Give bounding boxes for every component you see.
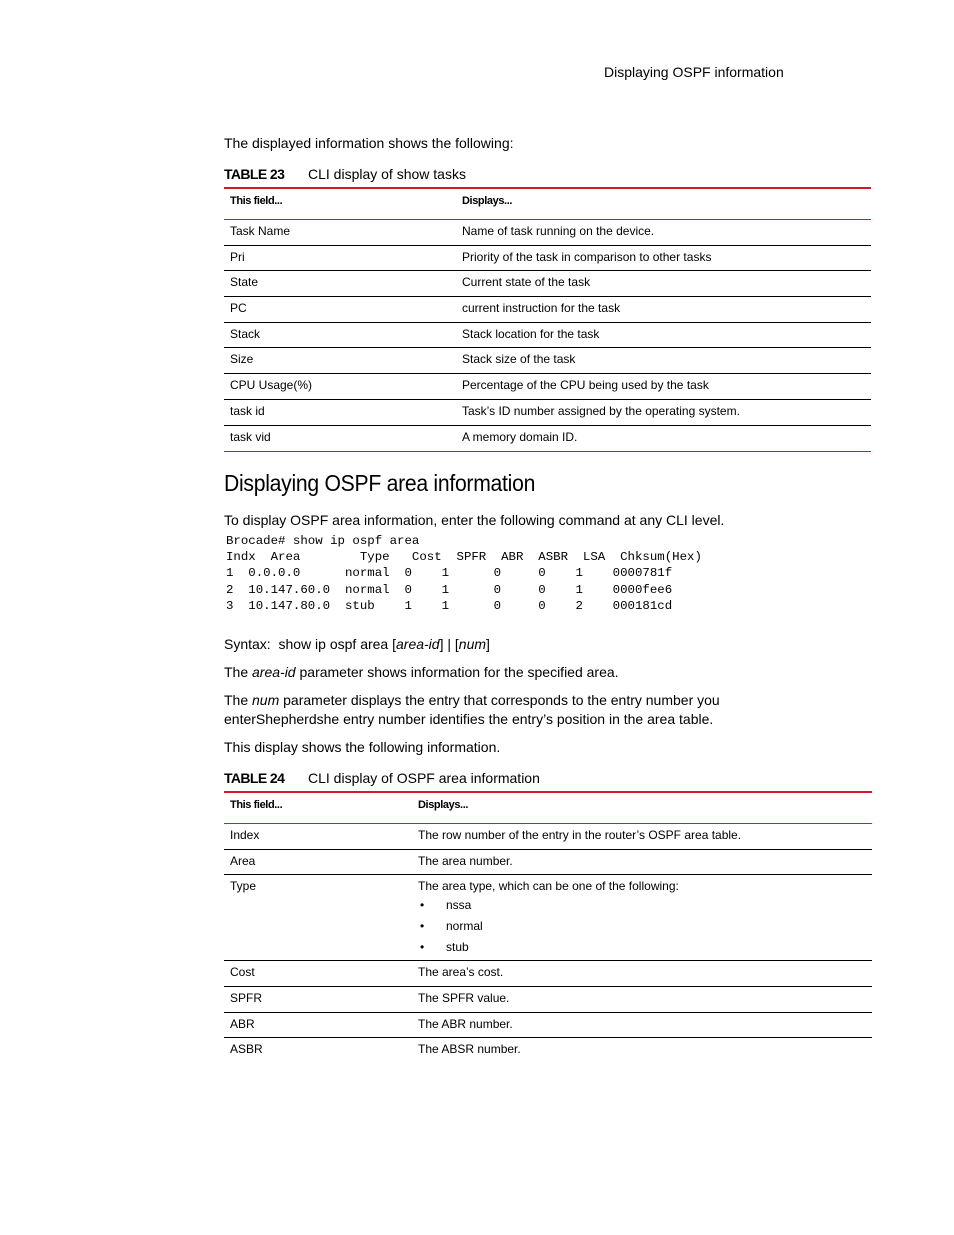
code-line: 2 10.147.60.0 normal 0 1 0 0 1 0000fee6	[226, 582, 673, 597]
table-row	[224, 220, 871, 246]
table-cell-desc: Stack location for the task	[456, 322, 871, 348]
code-line: Indx Area Type Cost SPFR ABR ASBR LSA Chksum(Hex)	[226, 550, 702, 565]
syntax-command: show ip ospf area	[278, 636, 389, 652]
table-cell-field: task id	[224, 399, 456, 425]
table24-col1-header: This field...	[224, 792, 412, 824]
table-row	[224, 961, 872, 987]
text-run: parameter displays the entry that corresponds to the entry number you	[279, 692, 720, 708]
table-cell-desc	[412, 875, 872, 961]
num-paragraph	[224, 691, 720, 729]
table23-col2-header: Displays...	[456, 188, 871, 220]
syntax-close: ]	[486, 636, 490, 652]
table-row	[224, 245, 871, 271]
table-cell-desc: The ABR number.	[412, 1012, 872, 1038]
table24	[224, 791, 872, 1064]
text-run: The	[224, 692, 253, 708]
syntax-open: [	[392, 636, 396, 652]
table-row	[224, 297, 871, 323]
table-cell-desc: Task’s ID number assigned by the operating system.	[456, 399, 871, 425]
table-row	[224, 875, 872, 961]
list-item	[418, 939, 866, 960]
table-row	[224, 987, 872, 1013]
table-cell-field: ABR	[224, 1012, 412, 1038]
table-row	[224, 322, 871, 348]
section-heading: Displaying OSPF area information	[224, 470, 536, 496]
table-cell-desc: The row number of the entry in the router’s OSPF area table.	[412, 824, 872, 850]
table24-caption	[224, 770, 540, 786]
list-item-label: stub	[446, 940, 469, 955]
table-cell-desc: The ABSR number.	[418, 1042, 521, 1057]
table-cell-field: Task Name	[224, 220, 456, 246]
table-cell-field: task vid	[224, 425, 456, 451]
param-name: area-id	[252, 664, 296, 680]
table23-label: TABLE 23	[224, 166, 285, 182]
syntax-param-num: num	[458, 636, 487, 652]
table-row	[224, 824, 872, 850]
text-run: parameter shows information for the specified area.	[295, 664, 619, 680]
type-options-list	[418, 897, 866, 960]
code-line: Brocade# show ip ospf area	[226, 534, 420, 548]
table-cell-field: PC	[224, 297, 456, 323]
table-cell-desc: Name of task running on the device.	[456, 220, 871, 246]
table-cell-desc: Current state of the task	[456, 271, 871, 297]
param-name: num	[252, 692, 280, 708]
table-row	[224, 374, 871, 400]
table-row	[224, 1012, 872, 1038]
table-cell-field: ASBR	[230, 1042, 263, 1057]
table-cell-desc: Priority of the task in comparison to other tasks	[456, 245, 871, 271]
display-paragraph: This display shows the following information.	[224, 739, 501, 755]
table24-col2-header: Displays...	[412, 792, 872, 824]
syntax-prefix: Syntax:	[224, 636, 271, 652]
table23-title: CLI display of show tasks	[308, 166, 466, 182]
code-line: 3 10.147.80.0 stub 1 1 0 0 2 000181cd	[226, 598, 673, 613]
table-row	[224, 399, 871, 425]
list-item-label: nssa	[446, 898, 472, 913]
bullet-icon: •	[420, 898, 425, 913]
table-cell-desc: Stack size of the task	[456, 348, 871, 374]
code-line: 1 0.0.0.0 normal 0 1 0 0 1 0000781f	[226, 566, 673, 581]
table-cell-desc: current instruction for the task	[456, 297, 871, 323]
list-item	[418, 897, 866, 918]
table-cell-field: Index	[224, 824, 412, 850]
table-cell-desc: The area number.	[412, 849, 872, 875]
table23-caption	[224, 166, 466, 182]
bullet-icon: •	[420, 919, 425, 934]
table-cell-desc: The area’s cost.	[412, 961, 872, 987]
table-cell-field: CPU Usage(%)	[224, 374, 456, 400]
area-id-paragraph	[224, 663, 619, 682]
table-cell-field: Size	[224, 348, 456, 374]
list-item	[418, 918, 866, 939]
type-description: The area type, which can be one of the following:	[418, 879, 679, 894]
table-cell-desc: A memory domain ID.	[456, 425, 871, 451]
table-cell-field: State	[224, 271, 456, 297]
table23	[224, 187, 871, 452]
table24-title: CLI display of OSPF area information	[308, 770, 540, 786]
running-head: Displaying OSPF information	[604, 64, 784, 80]
table-cell-field: Area	[224, 849, 412, 875]
code-block	[226, 533, 702, 614]
table-row	[224, 849, 872, 875]
table24-label: TABLE 24	[224, 770, 285, 786]
table-cell-field: Type	[224, 875, 412, 961]
table-cell-desc: Percentage of the CPU being used by the task	[456, 374, 871, 400]
table-row	[224, 348, 871, 374]
intro-text: The displayed information shows the following:	[224, 135, 514, 151]
table-cell-desc: The SPFR value.	[412, 987, 872, 1013]
bullet-icon: •	[420, 940, 425, 955]
table-cell-field: Stack	[224, 322, 456, 348]
syntax-line	[224, 636, 490, 652]
table-cell-field: Cost	[224, 961, 412, 987]
text-run: The	[224, 664, 253, 680]
table-cell-field: SPFR	[224, 987, 412, 1013]
table23-col1-header: This field...	[224, 188, 456, 220]
table-row	[224, 1038, 872, 1064]
table-row	[224, 271, 871, 297]
syntax-param-area-id: area-id	[396, 636, 440, 652]
section-intro: To display OSPF area information, enter the following command at any CLI level.	[224, 512, 725, 528]
syntax-separator: ] | [	[439, 636, 459, 652]
table-row	[224, 425, 871, 451]
table-cell-field: Pri	[224, 245, 456, 271]
text-run: enterShepherdshe entry number identifies the entry’s position in the area table.	[224, 711, 714, 727]
list-item-label: normal	[446, 919, 483, 934]
